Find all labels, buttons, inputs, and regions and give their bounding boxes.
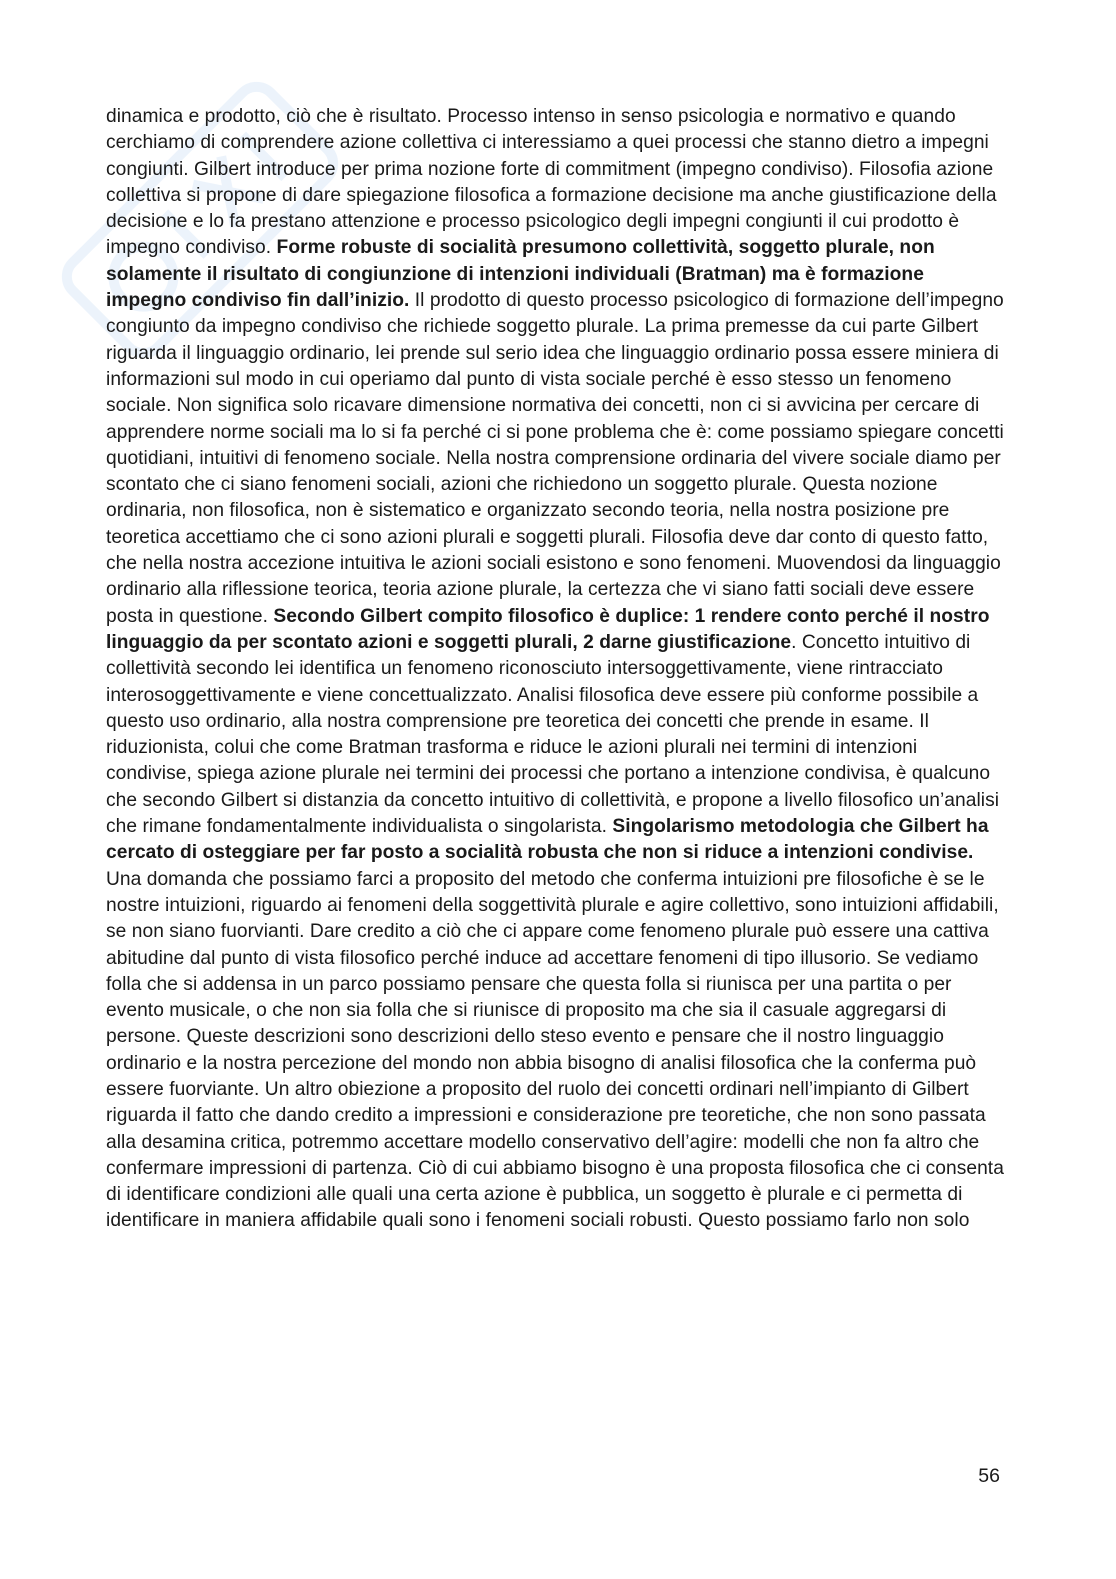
body-segment: dinamica e prodotto, ciò che è risultato. Processo intenso in senso psicologia e normativo e quando cerchiamo di comprendere azione collettiva ci interessiamo a quei processi che stanno dietro a impegni congiunti. Gilbert introduce per prima nozione forte di commitment (impegno condiviso). Filosofia azione collettiva si propone di dare spiegazione filosofica a formazione decisione ma anche giustificazione della decisione e lo fa prestano attenzione e processo psicologico degli impegni congiunti il cui prodotto è impegno condiviso. — [106, 106, 997, 259]
body-segment: Una domanda che possiamo farci a proposito del metodo che conferma intuizioni pre filosofiche è se le nostre intuizioni, riguardo ai fenomeni della soggettività plurale e agire collettivo, sono intuizioni affidabili, se non siano fuorvianti. Dare credito a ciò che ci appare come fenomeno plurale può essere una cattiva abitudine dal punto di vista filosofico perché induce ad accettare fenomeni di tipo illusorio. Se vediamo folla che si addensa in un parco possiamo pensare che questa folla si riunisca per una partita o per evento musicale, o che non sia folla che si riunisce di proposito ma che sia il casuale aggregarsi di persone. Queste descrizioni sono descrizioni dello steso evento e pensare che il nostro linguaggio ordinario e la nostra percezione del mondo non abbia bisogno di analisi filosofica che la conferma può essere fuorviante. Un altro obiezione a proposito del ruolo dei concetti ordinari nell’impianto di Gilbert riguarda il fatto che dando credito a impressioni e considerazione pre teoretiche, che non sono passata alla desamina critica, potremmo accettare modello conservativo dell’agire: modelli che non fa altro che confermare impressioni di partenza. Ciò di cui abbiamo bisogno è una proposta filosofica che ci consenta di identificare condizioni alle quali una certa azione è pubblica, un soggetto è plurale e ci permetta di identificare in maniera affidabile quali sono i fenomeni sociali robusti. Questo possiamo farlo non solo — [106, 868, 1004, 1232]
body-segment: Il prodotto di questo processo psicologico di formazione dell’impegno congiunto da impegno condiviso che richiede soggetto plurale. La prima premesse da cui parte Gilbert riguarda il linguaggio ordinario, lei prende sul serio idea che linguaggio ordinario possa essere miniera di informazioni sul modo in cui operiamo dal punto di vista sociale perché è esso stesso un fenomeno sociale. Non significa solo ricavare dimensione normativa dei concetti, non ci si avvicina per cercare di apprendere norme sociali ma lo si fa perché ci si pone problema che è: come possiamo spiegare concetti quotidiani, intuitivi di fenomeno sociale. Nella nostra comprensione ordinaria del vivere sociale diamo per scontato che ci siano fenomeni sociali, azioni che richiedono un soggetto plurale. Questa nozione ordinaria, non filosofica, non è sistematico e organizzato secondo teoria, nella nostra posizione pre teoretica accettiamo che ci sono azioni plurali e soggetti plurali. Filosofia deve dar conto di questo fatto, che nella nostra accezione intuitiva le azioni sociali esistono e sono fenomeni. Muovendosi da linguaggio ordinario alla riflessione teorica, teoria azione plurale, la certezza che vi siano fatti sociali deve essere posta in questione. — [106, 290, 1004, 627]
body-text — [106, 104, 1006, 1235]
page-number: 56 — [978, 1465, 1000, 1487]
body-segment-bold: Singolarismo metodologia che Gilbert ha cercato di osteggiare per far posto a socialità robusta che non si riduce a intenzioni condivise. — [106, 816, 989, 864]
body-segment-bold: Forme robuste di socialità presumono collettività, soggetto plurale, non solamente il risultato di congiunzione di intenzioni individuali (Bratman) ma è formazione impegno condiviso fin dall’inizio. — [106, 237, 935, 312]
body-segment: . Concetto intuitivo di collettività secondo lei identifica un fenomeno riconosciuto intersoggettivamente, viene rintracciato interosoggettivamente e viene concettualizzato. Analisi filosofica deve essere più conforme possibile a questo uso ordinario, alla nostra comprensione pre teoretica dei concetti che prende in esame. Il riduzionista, colui che come Bratman trasforma e riduce le azioni plurali nei termini di intenzioni condivise, spiega azione plurale nei termini dei processi che portano a intenzione condivisa, è qualcuno che secondo Gilbert si distanzia da concetto intuitivo di collettività, e propone a livello filosofico un’analisi che rimane fondamentalmente individualista o singolarista. — [106, 631, 1000, 838]
body-segment-bold: Secondo Gilbert compito filosofico è duplice: 1 rendere conto perché il nostro linguaggio da per scontato azioni e soggetti plurali, 2 darne giustificazione — [106, 605, 990, 653]
